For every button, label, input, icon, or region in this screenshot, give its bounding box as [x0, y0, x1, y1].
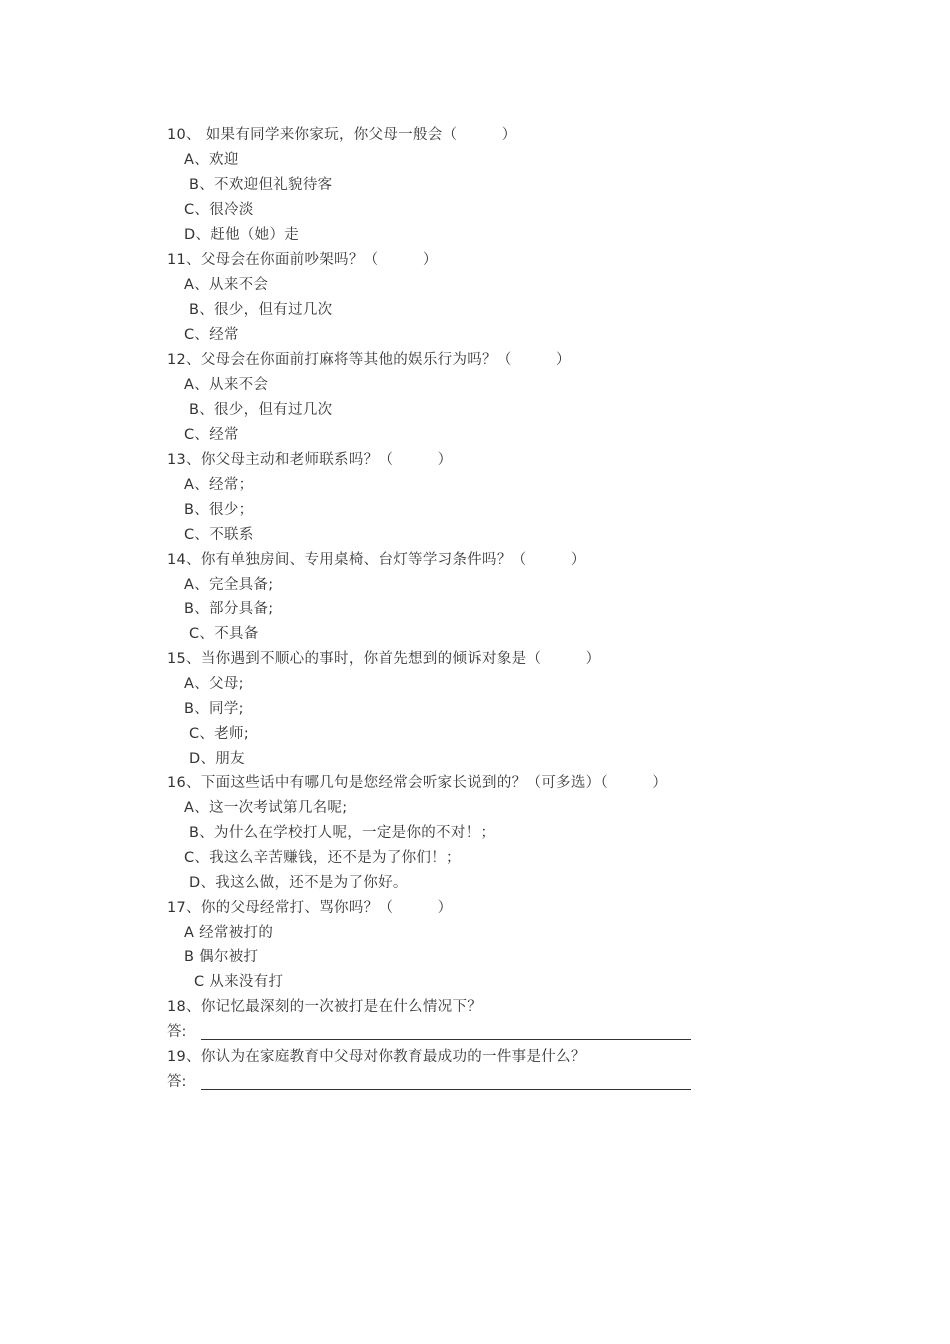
option-11-a: A、从来不会 [184, 277, 269, 293]
option-15-b: B、同学; [184, 701, 244, 717]
option-14-b: B、部分具备; [184, 601, 274, 617]
question-14: 14、你有单独房间、专用桌椅、台灯等学习条件吗？（ ） [167, 552, 586, 568]
option-10-c: C、很冷淡 [184, 202, 254, 218]
option-14-c: C、不具备 [189, 626, 259, 642]
question-10: 10、 如果有同学来你家玩，你父母一般会（ ） [167, 127, 517, 143]
answer-18-line[interactable] [201, 1039, 691, 1040]
option-13-c: C、不联系 [184, 527, 254, 543]
option-10-b: B、不欢迎但礼貌待客 [189, 177, 333, 193]
option-16-a: A、这一次考试第几名呢; [184, 800, 348, 816]
option-13-b: B、很少； [184, 502, 254, 518]
option-12-a: A、从来不会 [184, 377, 269, 393]
option-10-d: D、赶他（她）走 [184, 227, 300, 243]
question-11: 11、父母会在你面前吵架吗？（ ） [167, 252, 438, 268]
option-16-c: C、我这么辛苦赚钱，还不是为了你们！； [184, 850, 461, 866]
question-19: 19、你认为在家庭教育中父母对你教育最成功的一件事是什么？ [167, 1049, 586, 1065]
option-11-c: C、经常 [184, 327, 239, 343]
option-10-a: A、欢迎 [184, 152, 239, 168]
question-13: 13、你父母主动和老师联系吗？（ ） [167, 452, 453, 468]
option-13-a: A、经常； [184, 477, 254, 493]
option-12-b: B、很少，但有过几次 [189, 402, 333, 418]
question-18: 18、你记忆最深刻的一次被打是在什么情况下？ [167, 999, 483, 1015]
option-17-b: B 偶尔被打 [184, 949, 259, 965]
option-17-a: A 经常被打的 [184, 925, 274, 941]
question-16: 16、下面这些话中有哪几句是您经常会听家长说到的？（可多选）（ ） [167, 775, 668, 791]
answer-19-line[interactable] [201, 1089, 691, 1090]
option-15-c: C、老师; [189, 726, 250, 742]
option-14-a: A、完全具备; [184, 577, 274, 593]
option-17-c: C 从来没有打 [194, 974, 284, 990]
option-11-b: B、很少，但有过几次 [189, 302, 333, 318]
question-12: 12、父母会在你面前打麻将等其他的娱乐行为吗？（ ） [167, 352, 571, 368]
option-15-a: A、父母; [184, 676, 244, 692]
answer-18-label: 答: [167, 1024, 187, 1040]
option-12-c: C、经常 [184, 427, 239, 443]
option-15-d: D、朋友 [189, 751, 245, 767]
option-16-b: B、为什么在学校打人呢，一定是你的不对！； [189, 825, 496, 841]
option-16-d: D、我这么做，还不是为了你好。 [189, 875, 408, 891]
answer-19-label: 答: [167, 1074, 187, 1090]
question-17: 17、你的父母经常打、骂你吗？（ ） [167, 900, 453, 916]
question-15: 15、当你遇到不顺心的事时，你首先想到的倾诉对象是（ ） [167, 651, 601, 667]
